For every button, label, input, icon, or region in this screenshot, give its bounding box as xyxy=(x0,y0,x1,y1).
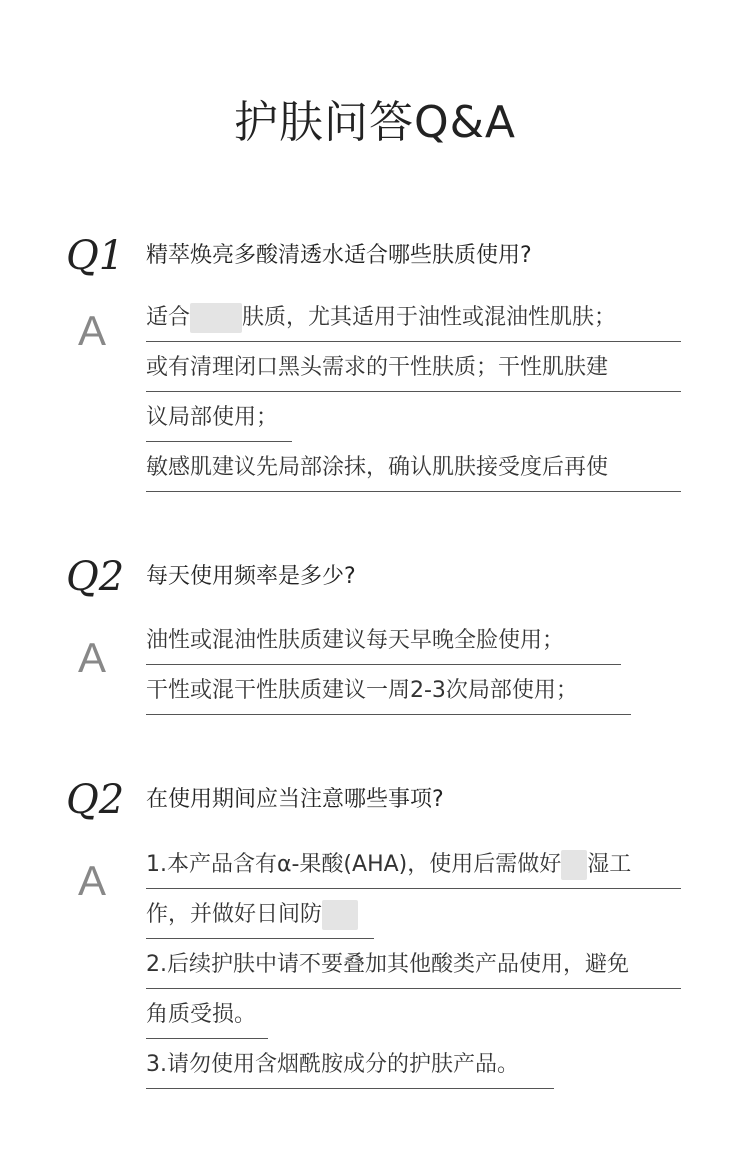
answer-line: 2.后续护肤中请不要叠加其他酸类产品使用，避免 xyxy=(146,941,681,989)
question-text: 每天使用频率是多少? xyxy=(146,564,356,589)
question-label: Q2 xyxy=(66,554,125,600)
question-text: 在使用期间应当注意哪些事项? xyxy=(146,787,444,812)
blurred-text xyxy=(322,900,358,930)
answer-line xyxy=(146,891,374,939)
answer-line: 议局部使用； xyxy=(146,394,292,442)
question-text: 精萃焕亮多酸清透水适合哪些肤质使用? xyxy=(146,243,532,268)
answer-line: 敏感肌建议先局部涂抹，确认肌肤接受度后再使 xyxy=(146,444,681,492)
answer-line: 3.请勿使用含烟酰胺成分的护肤产品。 xyxy=(146,1041,554,1089)
blurred-text xyxy=(190,303,242,333)
answer-lines xyxy=(146,294,681,494)
answer-line xyxy=(146,294,681,342)
answer-line: 或有清理闭口黑头需求的干性肤质；干性肌肤建 xyxy=(146,344,681,392)
answer-text: 适合 xyxy=(146,305,191,330)
answer-label: A xyxy=(78,857,107,904)
answer-text: 肤质，尤其适用于油性或混油性肌肤； xyxy=(242,305,617,330)
answer-line xyxy=(146,841,681,889)
answer-label: A xyxy=(78,634,107,681)
page-title: 护肤问答Q&A xyxy=(233,97,517,148)
answer-lines xyxy=(146,841,681,1091)
answer-text: 作，并做好日间防 xyxy=(146,902,323,927)
answer-line: 干性或混干性肤质建议一周2-3次局部使用； xyxy=(146,667,631,715)
answer-label: A xyxy=(78,307,107,354)
question-label: Q2 xyxy=(66,777,125,823)
answer-line: 油性或混油性肤质建议每天早晚全脸使用； xyxy=(146,617,621,665)
answer-text: 1.本产品含有α-果酸(AHA)，使用后需做好 xyxy=(146,852,562,877)
blurred-text xyxy=(561,850,587,880)
answer-line: 角质受损。 xyxy=(146,991,268,1039)
question-label: Q1 xyxy=(66,233,125,279)
answer-lines xyxy=(146,617,681,717)
answer-text: 湿工 xyxy=(587,852,632,877)
